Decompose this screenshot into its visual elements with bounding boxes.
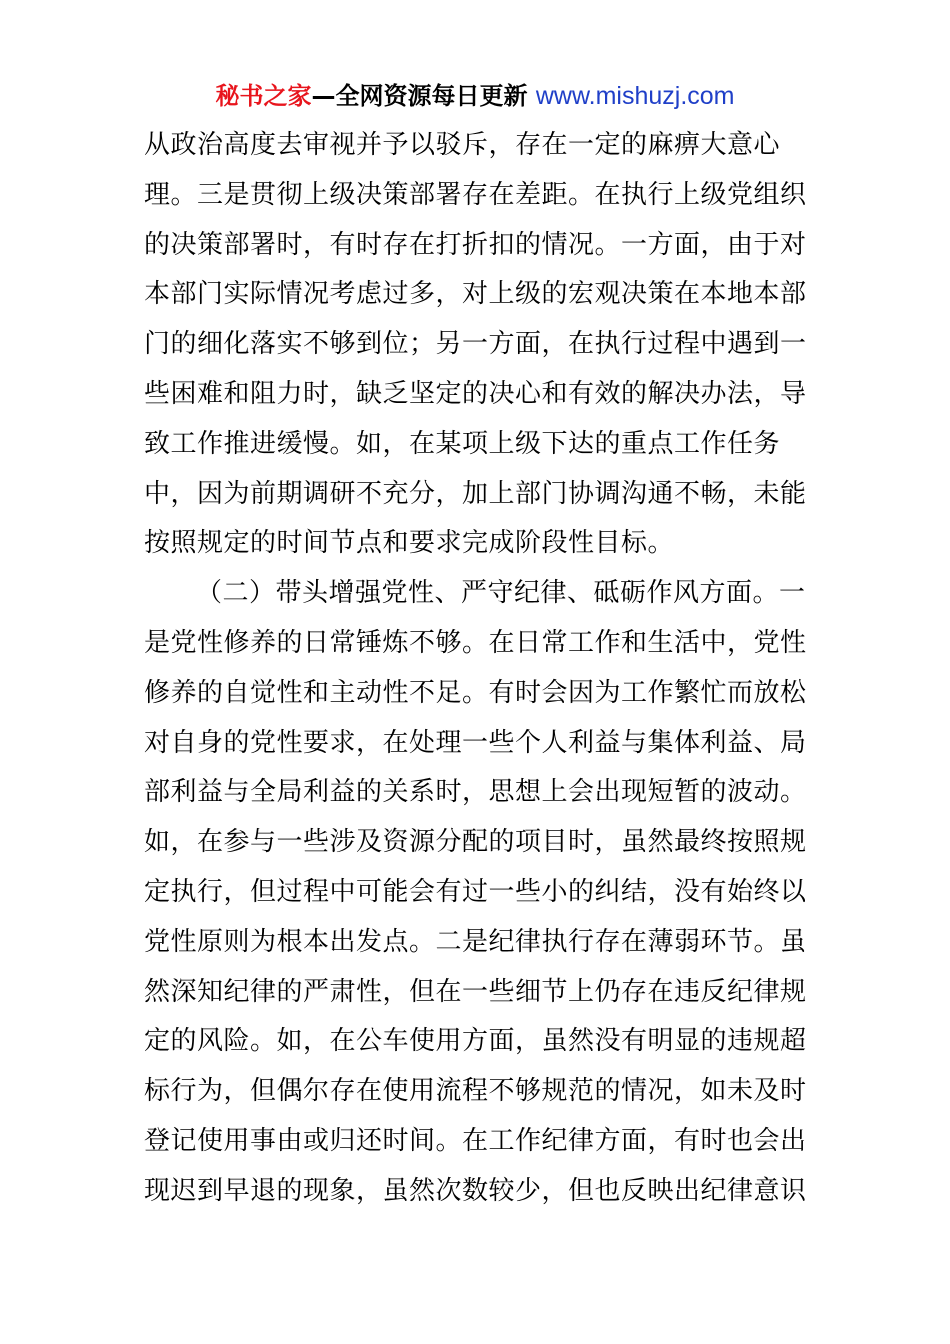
text-line: 的决策部署时，有时存在打折扣的情况。一方面，由于对 <box>144 229 807 260</box>
text-line: 定的风险。如，在公车使用方面，虽然没有明显的违规超 <box>144 1026 807 1057</box>
text-line: 然深知纪律的严肃性，但在一些细节上仍存在违反纪律规 <box>144 976 807 1007</box>
text-line: 党性原则为根本出发点。二是纪律执行存在薄弱环节。虽 <box>144 926 807 957</box>
text-line: 理。三是贯彻上级决策部署存在差距。在执行上级党组织 <box>144 179 807 210</box>
text-line: 如，在参与一些涉及资源分配的项目时，虽然最终按照规 <box>144 827 807 858</box>
text-line: 是党性修养的日常锤炼不够。在日常工作和生活中，党性 <box>144 627 807 658</box>
site-url-link[interactable]: www.mishuzj.com <box>535 82 735 110</box>
text-line: 修养的自觉性和主动性不足。有时会因为工作繁忙而放松 <box>144 677 807 708</box>
text-line: 定执行，但过程中可能会有过一些小的纠结，没有始终以 <box>144 876 807 907</box>
text-line: 按照规定的时间节点和要求完成阶段性目标。 <box>144 528 675 559</box>
text-line: 标行为，但偶尔存在使用流程不够规范的情况，如未及时 <box>144 1076 807 1107</box>
site-tagline: —全网资源每日更新 <box>311 82 528 110</box>
site-brand: 秘书之家 <box>215 82 312 110</box>
text-line: 门的细化落实不够到位；另一方面，在执行过程中遇到一 <box>144 329 807 360</box>
text-line: 从政治高度去审视并予以驳斥，存在一定的麻痹大意心 <box>144 130 781 160</box>
text-line: 本部门实际情况考虑过多，对上级的宏观决策在本地本部 <box>144 279 807 310</box>
text-line: 致工作推进缓慢。如，在某项上级下达的重点工作任务 <box>144 428 781 459</box>
text-line: （二）带头增强党性、严守纪律、砥砺作风方面。一 <box>196 578 806 609</box>
text-line: 登记使用事由或归还时间。在工作纪律方面，有时也会出 <box>144 1125 807 1156</box>
text-line: 些困难和阻力时，缺乏坚定的决心和有效的解决办法，导 <box>144 378 807 409</box>
document-body <box>144 121 808 1217</box>
text-line: 中，因为前期调研不充分，加上部门协调沟通不畅，未能 <box>144 478 807 509</box>
text-line: 部利益与全局利益的关系时，思想上会出现短暂的波动。 <box>144 777 807 808</box>
text-line: 现迟到早退的现象，虽然次数较少，但也反映出纪律意识 <box>144 1175 807 1206</box>
page-header <box>0 80 950 112</box>
text-line: 对自身的党性要求，在处理一些个人利益与集体利益、局 <box>144 727 807 758</box>
